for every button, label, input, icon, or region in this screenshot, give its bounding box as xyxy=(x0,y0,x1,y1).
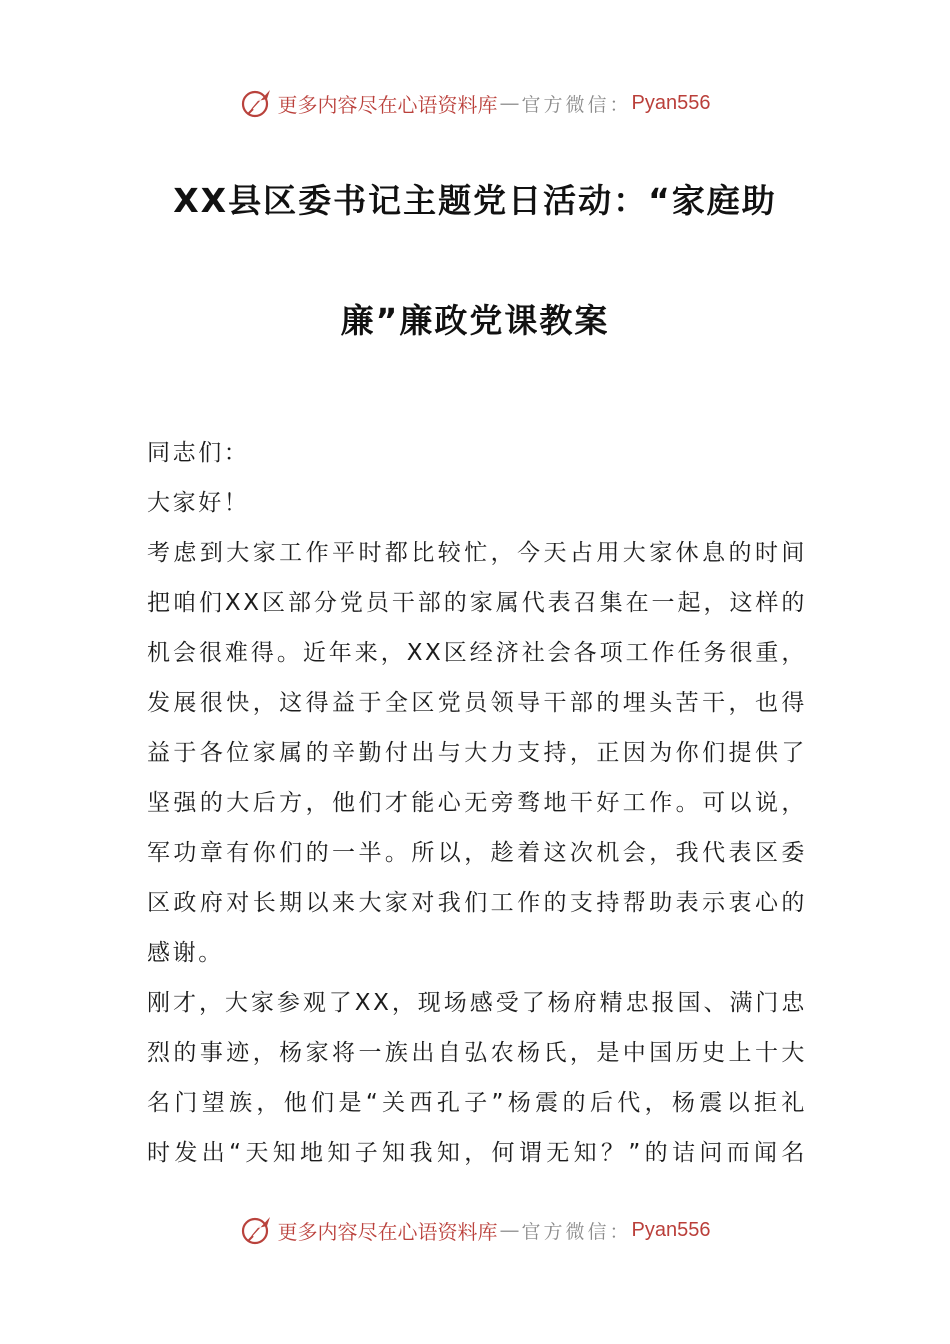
banner-dash: — xyxy=(499,91,520,115)
body-line: 烈的事迹，杨家将一族出自弘农杨氏，是中国历史上十大 xyxy=(147,1040,807,1066)
body-line: 军功章有你们的一半。所以，趁着这次机会，我代表区委 xyxy=(147,840,807,866)
document-title-line-2: 廉”廉政党课教案 xyxy=(340,301,610,340)
header-banner xyxy=(0,83,950,123)
body-line: 益于各位家属的辛勤付出与大力支持，正因为你们提供了 xyxy=(147,740,807,766)
body-line: 感谢。 xyxy=(147,940,224,966)
document-title-line-1: XX县区委书记主题党日活动：“家庭助 xyxy=(173,181,777,220)
body-line: 考虑到大家工作平时都比较忙，今天占用大家休息的时间 xyxy=(147,540,807,566)
banner-dash: — xyxy=(499,1218,520,1242)
body-line: 区政府对长期以来大家对我们工作的支持帮助表示衷心的 xyxy=(147,890,807,916)
quill-logo-icon xyxy=(240,86,274,120)
body-line: 大家好！ xyxy=(147,490,250,516)
body-line: 坚强的大后方，他们才能心无旁骛地干好工作。可以说， xyxy=(147,790,807,816)
body-line: 名门望族，他们是“关西孔子”杨震的后代，杨震以拒礼 xyxy=(147,1090,807,1116)
banner-wechat-id: Pyan556 xyxy=(631,91,711,114)
banner-wechat-label: 官方微信： xyxy=(521,93,632,116)
body-line: 机会很难得。近年来，XX区经济社会各项工作任务很重， xyxy=(147,640,807,666)
quill-logo-icon xyxy=(240,1213,274,1247)
body-line: 刚才，大家参观了XX，现场感受了杨府精忠报国、满门忠 xyxy=(147,990,807,1016)
banner-text: 更多内容尽在心语资料库 xyxy=(277,1219,498,1244)
banner-wechat-label: 官方微信： xyxy=(521,1220,632,1243)
banner-text: 更多内容尽在心语资料库 xyxy=(277,92,498,117)
body-line: 把咱们XX区部分党员干部的家属代表召集在一起，这样的 xyxy=(147,590,807,616)
footer-banner xyxy=(0,1210,950,1250)
document-body xyxy=(147,428,807,1178)
body-line: 同志们： xyxy=(147,440,250,466)
body-line: 时发出“天知地知子知我知，何谓无知？”的诘问而闻名 xyxy=(147,1140,807,1166)
body-line: 发展很快，这得益于全区党员领导干部的埋头苦干，也得 xyxy=(147,690,807,716)
banner-wechat-id: Pyan556 xyxy=(631,1218,711,1241)
